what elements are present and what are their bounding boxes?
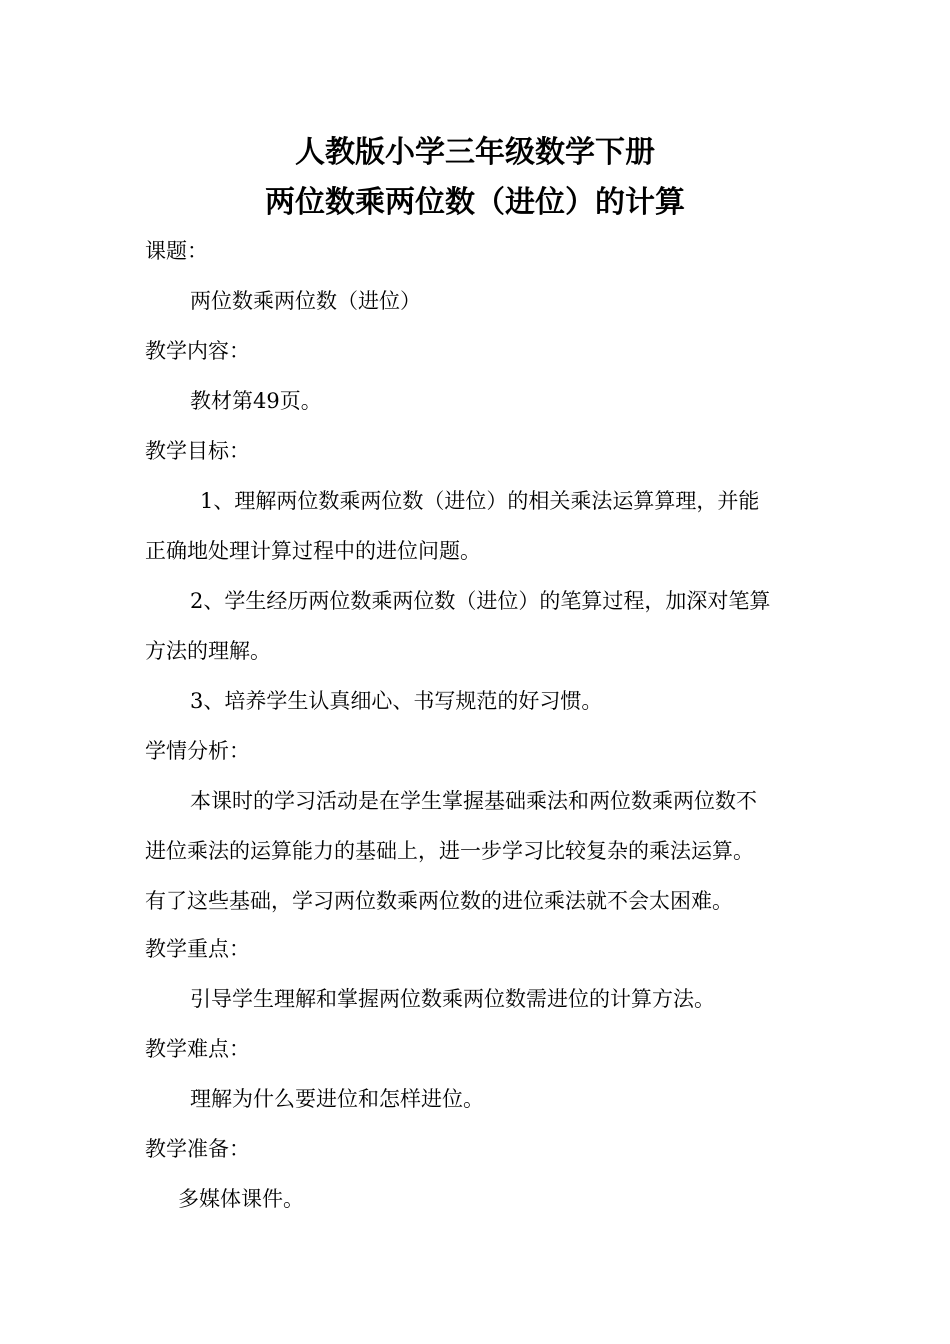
document-title-line1: 人教版小学三年级数学下册 (295, 135, 655, 170)
section-label-preparation: 教学准备： (145, 1137, 250, 1161)
section-label-key-points: 教学重点： (145, 937, 250, 961)
analysis-line-2: 进位乘法的运算能力的基础上，进一步学习比较复杂的乘法运算。 (145, 839, 754, 863)
section-label-content: 教学内容： (145, 339, 250, 363)
section-content-key-points: 引导学生理解和掌握两位数乘两位数需进位的计算方法。 (190, 987, 715, 1011)
section-content-difficulties: 理解为什么要进位和怎样进位。 (190, 1087, 484, 1111)
section-label-analysis: 学情分析： (145, 739, 250, 763)
document-title-line2: 两位数乘两位数（进位）的计算 (265, 185, 685, 220)
objective-2-line2: 方法的理解。 (145, 639, 271, 663)
objective-3-line1: 3、培养学生认真细心、书写规范的好习惯。 (190, 689, 603, 713)
section-label-topic: 课题： (145, 239, 208, 263)
objective-1-line1: 1、理解两位数乘两位数（进位）的相关乘法运算算理，并能 (200, 489, 760, 513)
analysis-line-1: 本课时的学习活动是在学生掌握基础乘法和两位数乘两位数不 (190, 789, 757, 813)
section-label-objectives: 教学目标： (145, 439, 250, 463)
section-content-topic: 两位数乘两位数（进位） (190, 289, 421, 313)
analysis-line-3: 有了这些基础，学习两位数乘两位数的进位乘法就不会太困难。 (145, 889, 733, 913)
section-content-content: 教材第49页。 (190, 389, 322, 413)
objective-2-line1: 2、学生经历两位数乘两位数（进位）的笔算过程，加深对笔算 (190, 589, 771, 613)
objective-1-line2: 正确地处理计算过程中的进位问题。 (145, 539, 481, 563)
section-label-difficulties: 教学难点： (145, 1037, 250, 1061)
section-content-preparation: 多媒体课件。 (178, 1187, 304, 1211)
